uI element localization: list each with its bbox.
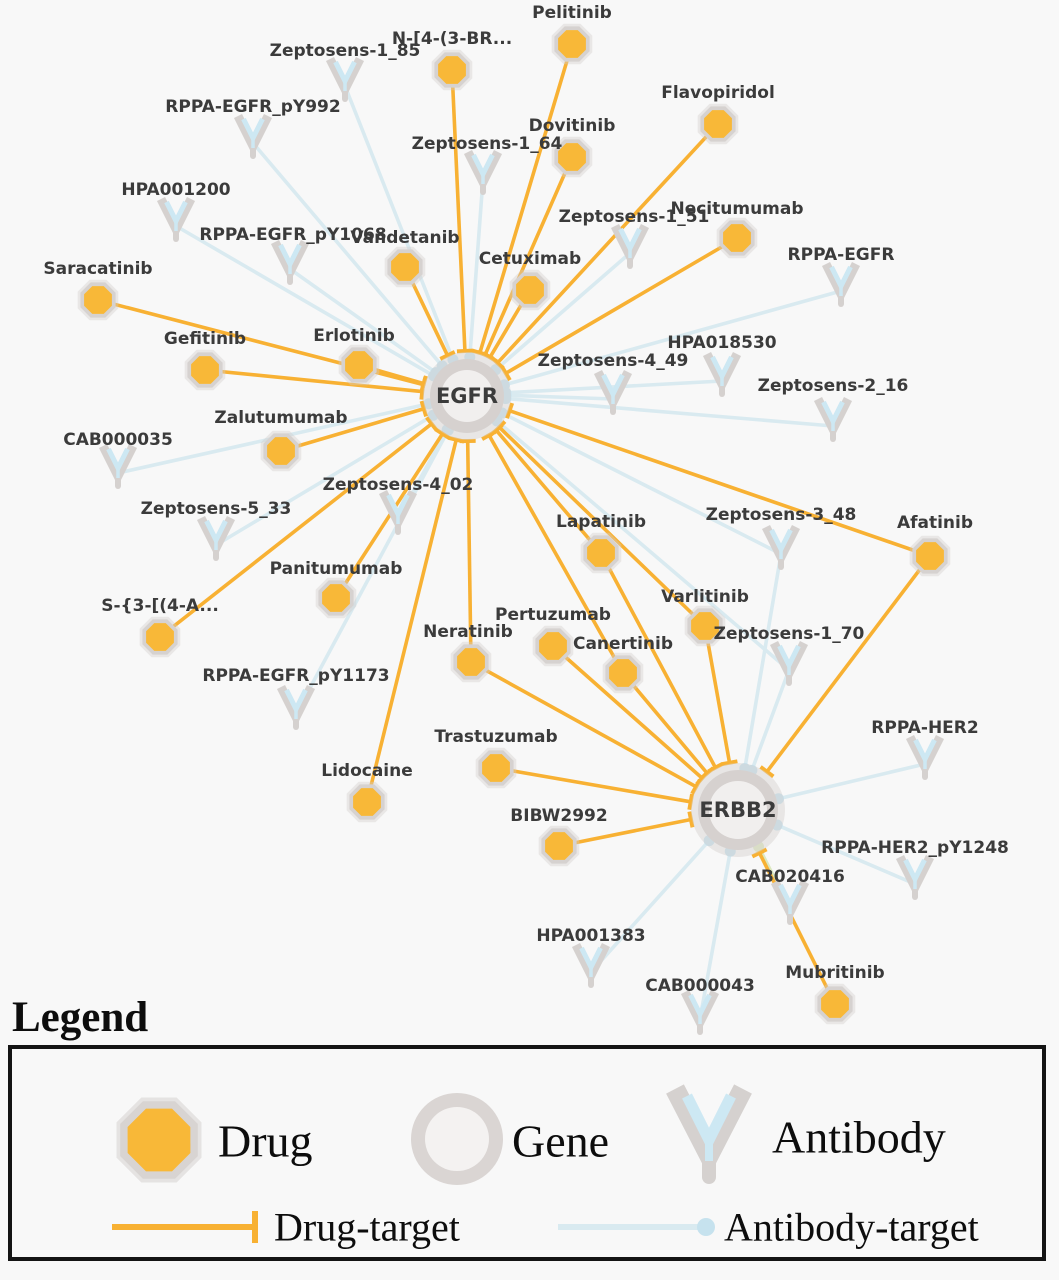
antibody-node-rppa-her2-py1248[interactable] — [900, 857, 930, 897]
drug-node-lidocaine[interactable] — [347, 782, 388, 823]
drug-label-erlotinib: Erlotinib — [313, 326, 395, 346]
gene-legend-label: Gene — [512, 1115, 610, 1167]
antibody-node-cab000043[interactable] — [685, 992, 715, 1032]
drug-node-necitumumab[interactable] — [717, 218, 758, 259]
edge-drug-target-trastuzumab-erbb2 — [496, 768, 692, 810]
drug-node-cetuximab[interactable] — [510, 270, 551, 311]
antibody-label-rppa-her2: RPPA-HER2 — [871, 718, 979, 738]
drug-label-neratinib: Neratinib — [423, 622, 513, 642]
edge-antibody-target-zeptosens-1-64-egfr — [464, 179, 483, 363]
drug-label-flavopiridol: Flavopiridol — [661, 83, 775, 103]
gene-label-erbb2: ERBB2 — [699, 798, 777, 822]
antibody-label-zeptosens-3-48: Zeptosens-3_48 — [705, 505, 857, 525]
antibody-label-zeptosens-5-33: Zeptosens-5_33 — [140, 499, 292, 519]
drug-node-zalutumumab[interactable] — [261, 431, 302, 472]
antibody-label-zeptosens-1-85: Zeptosens-1_85 — [269, 41, 421, 61]
drug-legend-label: Drug — [218, 1115, 313, 1167]
antibody-legend-icon — [654, 1071, 764, 1201]
antibody-label-zeptosens-1-70: Zeptosens-1_70 — [713, 624, 865, 644]
antibody-node-cab020416[interactable] — [775, 882, 805, 922]
antibody-node-hpa001383[interactable] — [576, 945, 606, 985]
drug-node-gefitinib[interactable] — [185, 350, 226, 391]
antibody-target-legend-label: Antibody-target — [724, 1204, 979, 1250]
legend-box — [8, 1045, 1046, 1261]
antibody-label-rppa-egfr-py1068: RPPA-EGFR_pY1068 — [199, 225, 387, 245]
antibody-label-cab000035: CAB000035 — [63, 430, 173, 450]
drug-label-mubritinib: Mubritinib — [785, 963, 885, 983]
antibody-label-cab000043: CAB000043 — [645, 976, 755, 996]
antibody-node-rppa-egfr-py1173[interactable] — [281, 687, 311, 727]
drug-label-canertinib: Canertinib — [572, 634, 674, 654]
drug-node-pelitinib[interactable] — [552, 24, 593, 65]
drug-label-zalutumumab: Zalutumumab — [214, 408, 348, 428]
drug-label-pelitinib: Pelitinib — [532, 3, 612, 23]
antibody-label-zeptosens-1-64: Zeptosens-1_64 — [411, 134, 563, 154]
drug-label-necitumumab: Necitumumab — [670, 199, 804, 219]
edge-drug-target-varlitinib-erbb2 — [705, 626, 737, 764]
antibody-node-rppa-egfr-py992[interactable] — [238, 116, 268, 156]
drug-node-panitumumab[interactable] — [316, 578, 357, 619]
drug-label-afatinib: Afatinib — [896, 513, 974, 533]
edge-drug-target-flavopiridol-egfr — [492, 124, 718, 368]
drug-label-gefitinib: Gefitinib — [163, 329, 247, 349]
antibody-label-rppa-egfr: RPPA-EGFR — [787, 245, 895, 265]
drug-label-bibw2992: BIBW2992 — [510, 806, 608, 826]
edge-drug-target-canertinib-erbb2 — [623, 673, 713, 778]
antibody-node-zeptosens-2-16[interactable] — [818, 399, 848, 439]
antibody-node-zeptosens-4-02[interactable] — [383, 492, 413, 532]
drug-node-canertinib[interactable] — [603, 653, 644, 694]
drug-node-mubritinib[interactable] — [815, 984, 856, 1025]
drug-label-panitumumab: Panitumumab — [269, 559, 403, 579]
drug-label-s-3-4-a: S-{3-[(4-A... — [101, 596, 219, 616]
edge-antibody-target-hpa001383-erbb2 — [591, 835, 715, 972]
edge-antibody-target-rppa-her2-erbb2 — [773, 764, 925, 804]
antibody-node-hpa018530[interactable] — [707, 354, 737, 394]
drug-legend-icon — [104, 1085, 214, 1195]
drug-node-lapatinib[interactable] — [581, 533, 622, 574]
antibody-node-rppa-egfr[interactable] — [826, 264, 856, 304]
drug-label-pertuzumab: Pertuzumab — [495, 605, 611, 625]
antibody-label-rppa-egfr-py992: RPPA-EGFR_pY992 — [165, 97, 341, 117]
drug-label-cetuximab: Cetuximab — [478, 249, 582, 269]
antibody-node-zeptosens-1-85[interactable] — [330, 59, 360, 99]
edge-drug-target-afatinib-egfr — [507, 403, 930, 556]
drug-node-vandetanib[interactable] — [385, 247, 426, 288]
edge-drug-target-n-4-3-br-egfr — [452, 70, 473, 351]
drug-node-afatinib[interactable] — [910, 536, 951, 577]
drug-label-trastuzumab: Trastuzumab — [434, 727, 558, 747]
antibody-label-zeptosens-2-16: Zeptosens-2_16 — [757, 376, 909, 396]
drug-node-bibw2992[interactable] — [539, 826, 580, 867]
drug-label-n-4-3-br: N-[4-(3-BR... — [391, 29, 513, 49]
drug-node-erlotinib[interactable] — [339, 345, 380, 386]
drug-node-n-4-3-br[interactable] — [432, 50, 473, 91]
drug-label-lidocaine: Lidocaine — [321, 761, 413, 781]
drug-node-neratinib[interactable] — [451, 642, 492, 683]
antibody-label-hpa018530: HPA018530 — [667, 333, 777, 353]
antibody-label-rppa-egfr-py1173: RPPA-EGFR_pY1173 — [202, 666, 390, 686]
drug-target-legend-label: Drug-target — [274, 1204, 460, 1250]
drug-node-flavopiridol[interactable] — [698, 104, 739, 145]
edge-drug-target-saracatinib-egfr — [98, 300, 425, 392]
antibody-label-cab020416: CAB020416 — [735, 867, 845, 887]
drug-target-legend-icon — [108, 1207, 268, 1247]
antibody-label-zeptosens-4-49: Zeptosens-4_49 — [537, 351, 689, 371]
antibody-label-hpa001383: HPA001383 — [536, 926, 646, 946]
drug-node-s-3-4-a[interactable] — [140, 617, 181, 658]
gene-legend-icon — [407, 1089, 507, 1189]
drug-node-saracatinib[interactable] — [78, 280, 119, 321]
drug-node-trastuzumab[interactable] — [476, 748, 517, 789]
legend-heading: Legend — [12, 994, 149, 1041]
drug-label-vandetanib: Vandetanib — [350, 228, 460, 248]
antibody-node-zeptosens-1-64[interactable] — [468, 152, 498, 192]
antibody-label-rppa-her2-py1248: RPPA-HER2_pY1248 — [821, 838, 1009, 858]
antibody-node-cab000035[interactable] — [103, 446, 133, 486]
drug-label-saracatinib: Saracatinib — [43, 259, 153, 279]
antibody-label-zeptosens-1-51: Zeptosens-1_51 — [558, 207, 710, 227]
antibody-legend-label: Antibody — [772, 1111, 946, 1163]
drug-label-lapatinib: Lapatinib — [556, 512, 646, 532]
drug-node-pertuzumab[interactable] — [533, 626, 574, 667]
antibody-label-zeptosens-4-02: Zeptosens-4_02 — [322, 475, 474, 495]
antibody-label-hpa001200: HPA001200 — [121, 180, 231, 200]
antibody-node-rppa-her2[interactable] — [910, 737, 940, 777]
gene-label-egfr: EGFR — [435, 384, 499, 408]
drug-label-varlitinib: Varlitinib — [661, 587, 749, 607]
drug-label-dovitinib: Dovitinib — [528, 116, 616, 136]
antibody-target-legend-icon — [554, 1207, 724, 1247]
